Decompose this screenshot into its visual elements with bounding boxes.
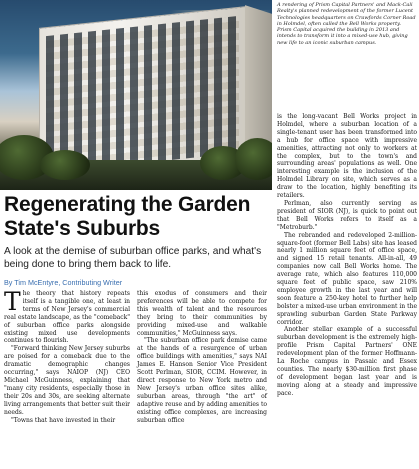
body-column-1 xyxy=(4,287,130,424)
article-deck: A look at the demise of suburban office parks, and what's being done to bring them back to life. xyxy=(4,246,262,270)
paragraph: "The suburban office park demise came at the hands of a resurgence of urban office buildings with amenities," says NAI James E. Hanson Senior Vice President Scott Perlman, SIOR, CCIM. However, in direct response to New York metro and New Jersey's urban office sites alike, suburban areas, through "the art" of adaptive reuse and by adding amenities to existing office complexes, are increasing suburban office xyxy=(137,337,267,424)
paragraph: Perlman, also currently serving as president of SIOR (NJ), is quick to point out that Bell Works refers to itself as a "Metroburb." xyxy=(277,199,417,231)
paragraph xyxy=(4,287,130,345)
paragraph: "Towns that have invested in their xyxy=(11,416,116,424)
article-headline: Regenerating the Garden State's Suburbs xyxy=(4,193,251,240)
paragraph: this exodus of consumers and their preferences will be able to compete for this wealth of talent and the resources they bring to their communities by providing mixed-use and walkable communities," McGuinness says. xyxy=(137,290,267,337)
body-column-2 xyxy=(137,290,267,424)
article-byline: By Tim McEntyre, Contributing Writer xyxy=(4,278,123,287)
paragraph: Another stellar example of a successful suburban development is the extremely high-profile Prism Capital Partners' ONE redevelopment plan of the former Hoffmann-La Roche campus in Passaic and Essex counties. The nearly $30-million first phase of development began last year and is moving along at a steady and impressive pace. xyxy=(277,326,417,397)
paragraph: "Forward thinking New Jersey suburbs are poised for a comeback due to the dramatic demographic changes occurring," says NAIOP (NJ) CEO Michael McGuinness, explaining that "many city residents, especially those in their 20s and 30s, are seeking alternate living arrangements that better suit their needs. xyxy=(4,345,130,416)
body-column-3 xyxy=(277,113,417,398)
hero-rendering-image xyxy=(0,0,272,190)
paragraph: is the long-vacant Bell Works project in Holmdel, where a suburban location of a single-tenant user has been transformed into a hub for office space with impressive amenities, attracting not only to workers at the complex, but to the town's and surrounding areas' populations as well. One interesting example is the inclusion of the Holmdel Library on site, which serves as a draw to the location, highly benefiting its retailers. xyxy=(277,113,417,200)
paragraph: The rebranded and redeveloped 2-million-square-foot (former Bell Labs) site has leased nearly 1 million square feet of office space, and signed 15 retail tenants. All-in-all, 49 companies now call Bell Works home. The average rate, which also features 110,000 square feet of public space, saw 210% employee growth in the last year and will soon feature a 250-key hotel to further help bolster a mixed-use urban environment in the sprawling suburban Garden State Parkway corridor. xyxy=(277,231,417,326)
tree xyxy=(235,138,272,180)
paragraph-text: he theory that history repeats itself is a tangible one, at least in terms of New Jersey's commercial real estate landscape, as the "comeback" of suburban office parks alongside existing mixed use developments continues to flourish. xyxy=(4,290,130,345)
image-caption: A rendering of Prism Capital Partners' and Mack-Cali Realty's planned redevelopment of the former Lucent Technologies headquarters on Crawfords Corner Road in Holmdel, often called the Bell Works property. Prism Capital acquired the building in 2013 and intends to transform it into a mixed-use hub, giving new life to an iconic suburban campus. xyxy=(277,2,416,46)
tree xyxy=(40,150,90,180)
drop-cap: T xyxy=(4,287,21,316)
